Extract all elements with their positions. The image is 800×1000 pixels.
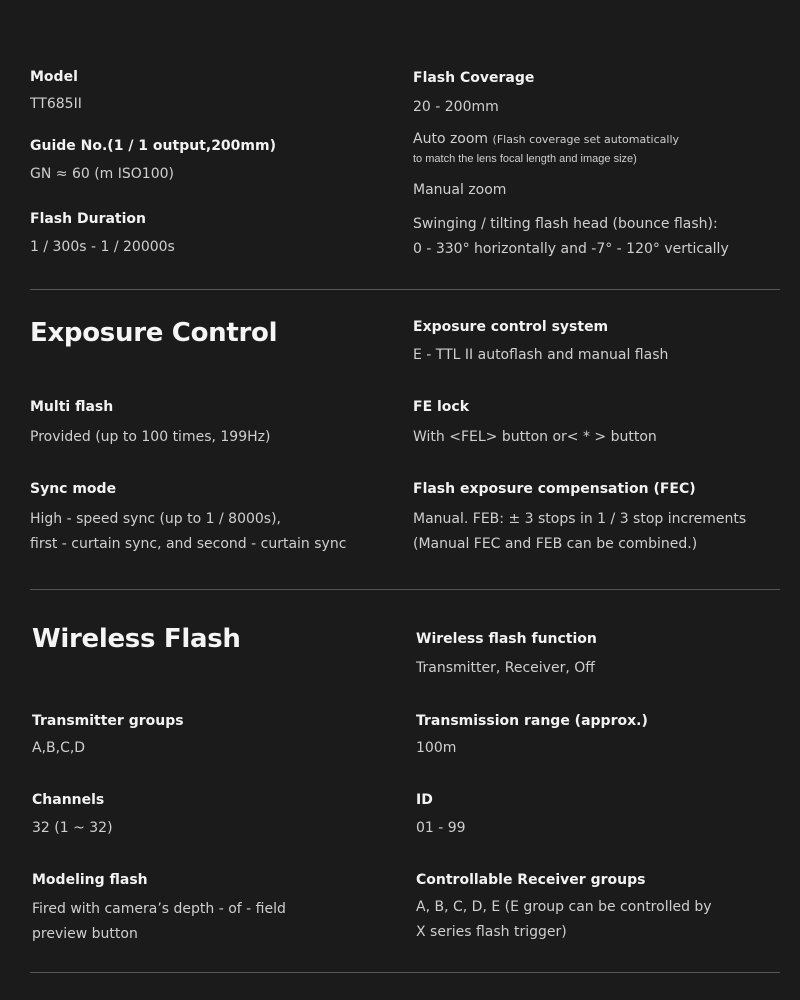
auto-zoom-main: Auto zoom bbox=[413, 131, 489, 147]
auto-zoom-note-1: (Flash coverage set automatically bbox=[492, 133, 680, 146]
transmitter-groups-label: Transmitter groups bbox=[32, 713, 184, 729]
model-value: TT685II bbox=[30, 96, 82, 112]
fec-line-2: (Manual FEC and FEB can be combined.) bbox=[413, 536, 698, 552]
exposure-control-title: Exposure Control bbox=[30, 318, 278, 348]
fec-label: Flash exposure compensation (FEC) bbox=[413, 481, 696, 497]
fec-line-1: Manual. FEB: ± 3 stops in 1 / 3 stop increments bbox=[413, 511, 747, 527]
flash-coverage-label: Flash Coverage bbox=[413, 70, 535, 86]
section-divider bbox=[30, 972, 780, 973]
flash-duration-value: 1 / 300s - 1 / 20000s bbox=[30, 239, 175, 255]
sync-mode-line-1: High - speed sync (up to 1 / 8000s), bbox=[30, 511, 282, 527]
bounce-flash-line-2: 0 - 330° horizontally and -7° - 120° vertically bbox=[413, 241, 729, 257]
transmission-range-value: 100m bbox=[416, 740, 457, 756]
guide-no-value: GN ≈ 60 (m ISO100) bbox=[30, 166, 174, 182]
multi-flash-label: Multi flash bbox=[30, 399, 114, 415]
flash-coverage-value: 20 - 200mm bbox=[413, 99, 499, 115]
sync-mode-line-2: first - curtain sync, and second - curtain sync bbox=[30, 536, 347, 552]
modeling-flash-value bbox=[32, 897, 286, 947]
modeling-flash-line-1: Fired with camera’s depth - of - field bbox=[32, 901, 286, 917]
bounce-flash-text bbox=[413, 212, 729, 262]
transmitter-groups-value: A,B,C,D bbox=[32, 740, 86, 756]
section-divider bbox=[30, 289, 780, 290]
sync-mode-label: Sync mode bbox=[30, 481, 117, 497]
channels-label: Channels bbox=[32, 792, 105, 808]
modeling-flash-label: Modeling flash bbox=[32, 872, 148, 888]
exposure-system-label: Exposure control system bbox=[413, 319, 609, 335]
section-divider bbox=[30, 589, 780, 590]
sync-mode-value bbox=[30, 507, 346, 557]
fe-lock-value: With <FEL> button or< * > button bbox=[413, 429, 657, 445]
wireless-function-value: Transmitter, Receiver, Off bbox=[416, 660, 595, 676]
wireless-flash-title: Wireless Flash bbox=[32, 624, 241, 654]
flash-duration-label: Flash Duration bbox=[30, 211, 146, 227]
fe-lock-label: FE lock bbox=[413, 399, 470, 415]
receiver-groups-label: Controllable Receiver groups bbox=[416, 872, 646, 888]
modeling-flash-line-2: preview button bbox=[32, 926, 138, 942]
multi-flash-value: Provided (up to 100 times, 199Hz) bbox=[30, 429, 271, 445]
model-label: Model bbox=[30, 69, 78, 85]
bounce-flash-line-1: Swinging / tilting flash head (bounce flash): bbox=[413, 216, 718, 232]
auto-zoom-text bbox=[413, 127, 679, 152]
fec-value bbox=[413, 507, 746, 557]
id-label: ID bbox=[416, 792, 433, 808]
auto-zoom-note-2: to match the lens focal length and image size) bbox=[413, 153, 637, 165]
guide-no-label: Guide No.(1 / 1 output,200mm) bbox=[30, 138, 276, 154]
receiver-groups-line-1: A, B, C, D, E (E group can be controlled by bbox=[416, 899, 712, 915]
receiver-groups-line-2: X series flash trigger) bbox=[416, 924, 567, 940]
manual-zoom-text: Manual zoom bbox=[413, 182, 507, 198]
channels-value: 32 (1 ~ 32) bbox=[32, 820, 113, 836]
id-value: 01 - 99 bbox=[416, 820, 466, 836]
wireless-function-label: Wireless flash function bbox=[416, 631, 597, 647]
exposure-system-value: E - TTL II autoflash and manual flash bbox=[413, 347, 669, 363]
receiver-groups-value bbox=[416, 895, 712, 945]
transmission-range-label: Transmission range (approx.) bbox=[416, 713, 648, 729]
